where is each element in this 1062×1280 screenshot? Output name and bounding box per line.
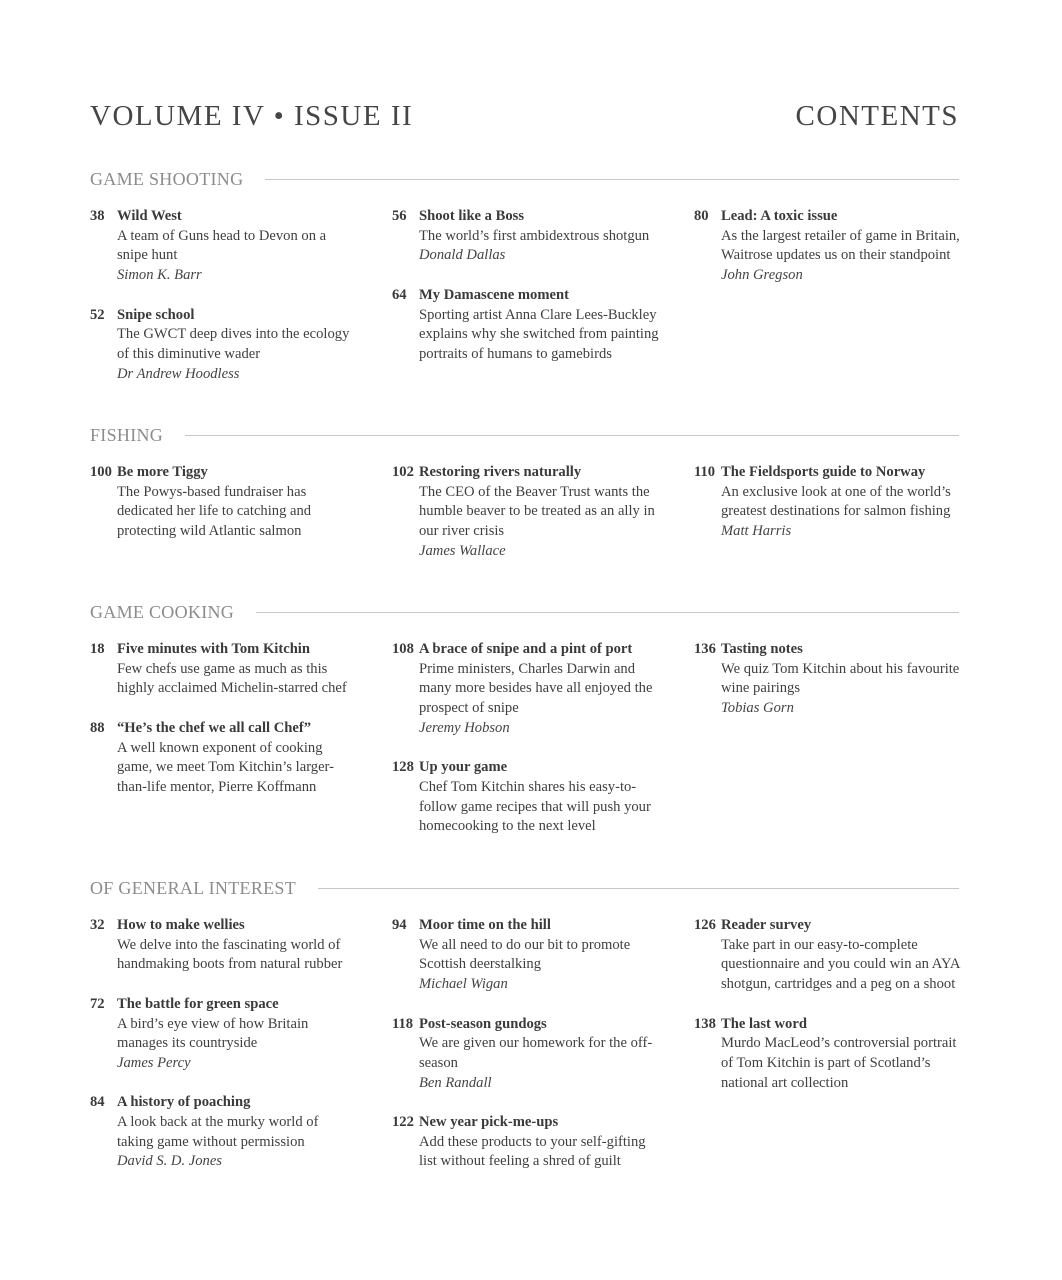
article-description: We are given our homework for the off-season xyxy=(419,1035,653,1071)
entry-body xyxy=(419,640,660,739)
entry-body xyxy=(117,995,358,1074)
article-title: Tasting notes xyxy=(721,641,803,657)
article-description: We all need to do our bit to promote Scottish deerstalking xyxy=(419,936,631,973)
entry-body xyxy=(419,286,660,365)
article-title: Be more Tiggy xyxy=(117,464,208,480)
section-heading xyxy=(90,601,959,623)
article-author: Tobias Gorn xyxy=(721,700,794,717)
contents-title: CONTENTS xyxy=(795,100,959,132)
contents-entry[interactable] xyxy=(392,1015,660,1094)
column-1 xyxy=(90,207,358,404)
article-description: An exclusive look at one of the world’s greatest destinations for salmon fishing xyxy=(721,483,951,520)
article-title: Lead: A toxic issue xyxy=(721,208,838,224)
article-title: Five minutes with Tom Kitchin xyxy=(117,641,310,657)
page-number: 32 xyxy=(90,917,105,933)
entry-body xyxy=(419,758,660,837)
contents-entry[interactable] xyxy=(392,207,660,266)
column-2 xyxy=(392,463,660,581)
section-divider xyxy=(318,888,959,889)
page-number: 18 xyxy=(90,641,105,657)
article-author: Jeremy Hobson xyxy=(419,719,510,736)
article-author: Michael Wigan xyxy=(419,976,508,993)
section-heading xyxy=(90,877,959,899)
page-number: 84 xyxy=(90,1094,105,1111)
contents-entry[interactable] xyxy=(392,286,660,365)
article-author: James Wallace xyxy=(419,542,506,559)
contents-entry[interactable] xyxy=(392,916,660,995)
contents-entry[interactable] xyxy=(90,719,358,798)
section-divider xyxy=(185,435,959,436)
page-number: 64 xyxy=(392,286,407,303)
article-description: Sporting artist Anna Clare Lees-Buckley explains why she switched from painting portraits of humans to gamebirds xyxy=(419,306,659,362)
contents-entry[interactable] xyxy=(90,463,358,542)
page-number: 38 xyxy=(90,208,105,224)
column-2 xyxy=(392,916,660,1192)
article-title: Shoot like a Boss xyxy=(419,208,525,224)
contents-entry[interactable] xyxy=(694,1015,962,1094)
page-number: 72 xyxy=(90,995,105,1012)
page-number: 108 xyxy=(392,641,414,657)
entry-body xyxy=(117,306,358,385)
section-game-cooking xyxy=(90,601,960,835)
column-3 xyxy=(694,640,962,739)
contents-entry[interactable] xyxy=(392,463,660,562)
entry-body xyxy=(117,640,358,699)
article-description: A bird’s eye view of how Britain manages its countryside xyxy=(117,1015,309,1052)
article-description: As the largest retailer of game in Britain, Waitrose updates us on their standpoint xyxy=(721,227,960,264)
contents-entry[interactable] xyxy=(694,207,962,286)
article-description: Prime ministers, Charles Darwin and many more besides have all enjoyed the prospect of snipe xyxy=(419,660,653,717)
page-number: 128 xyxy=(392,759,414,776)
article-author: Donald Dallas xyxy=(419,247,506,264)
masthead xyxy=(90,100,959,133)
contents-entry[interactable] xyxy=(392,640,660,739)
entry-body xyxy=(419,1015,660,1094)
entry-body xyxy=(721,463,962,542)
page-number: 52 xyxy=(90,306,105,323)
page-number: 94 xyxy=(392,917,407,933)
article-title: Reader survey xyxy=(721,917,812,933)
section-heading xyxy=(90,168,959,190)
section-heading-label: FISHING xyxy=(90,424,164,445)
article-description: The Powys-based fundraiser has dedicated her life to catching and protecting wild Atlantic salmon xyxy=(117,483,312,540)
article-author: Dr Andrew Hoodless xyxy=(117,365,240,382)
entry-body xyxy=(117,1093,358,1172)
column-3 xyxy=(694,916,962,1113)
article-author: John Gregson xyxy=(721,267,803,284)
article-description: Chef Tom Kitchin shares his easy-to-follow game recipes that will push your homecooking to the next level xyxy=(419,778,651,835)
contents-entry[interactable] xyxy=(694,640,962,719)
article-description: We delve into the fascinating world of handmaking boots from natural rubber xyxy=(117,936,343,973)
page-number: 138 xyxy=(694,1015,716,1032)
contents-entry[interactable] xyxy=(90,1093,358,1172)
page-number: 118 xyxy=(392,1015,414,1032)
article-title: The battle for green space xyxy=(117,995,279,1012)
article-title: A history of poaching xyxy=(117,1094,251,1111)
section-heading-label: OF GENERAL INTEREST xyxy=(90,877,297,898)
column-3 xyxy=(694,207,962,306)
article-description: Take part in our easy-to-complete questionnaire and you could win an AYA shotgun, cartridges and a peg on a shoot xyxy=(721,936,960,993)
contents-entry[interactable] xyxy=(392,758,660,837)
entry-body xyxy=(419,463,660,562)
page-number: 88 xyxy=(90,719,105,736)
section-heading-label: GAME SHOOTING xyxy=(90,168,244,189)
entry-body xyxy=(117,207,358,286)
page-number: 122 xyxy=(392,1114,414,1130)
contents-entry[interactable] xyxy=(90,207,358,286)
article-title: Wild West xyxy=(117,208,182,224)
article-title: Restoring rivers naturally xyxy=(419,464,582,480)
entry-body xyxy=(721,207,962,286)
article-title: A brace of snipe and a pint of port xyxy=(419,641,633,657)
contents-entry[interactable] xyxy=(694,463,962,542)
entry-body xyxy=(721,640,962,719)
entry-body xyxy=(117,719,358,798)
article-description: Add these products to your self-gifting list without feeling a shred of guilt xyxy=(419,1133,646,1170)
entry-body xyxy=(117,463,358,542)
article-title: Moor time on the hill xyxy=(419,917,551,933)
page-number: 136 xyxy=(694,641,716,657)
page-number: 102 xyxy=(392,464,414,480)
contents-entry[interactable] xyxy=(90,306,358,385)
article-title: The last word xyxy=(721,1015,807,1032)
entry-body xyxy=(721,916,962,995)
entry-body xyxy=(419,1113,660,1172)
article-title: Post-season gundogs xyxy=(419,1015,547,1032)
article-author: Simon K. Barr xyxy=(117,267,202,284)
section-divider xyxy=(256,612,959,613)
entry-body xyxy=(721,1015,962,1094)
contents-entry[interactable] xyxy=(90,916,358,975)
article-description: Few chefs use game as much as this highly acclaimed Michelin-starred chef xyxy=(117,660,347,697)
column-1 xyxy=(90,640,358,817)
entry-body xyxy=(419,916,660,995)
column-1 xyxy=(90,916,358,1192)
column-3 xyxy=(694,463,962,562)
article-description: Murdo MacLeod’s controversial portrait of Tom Kitchin is part of Scotland’s national art collection xyxy=(721,1035,957,1091)
section-fishing xyxy=(90,424,959,559)
article-title: “He’s the chef we all call Chef” xyxy=(117,719,311,736)
article-description: A look back at the murky world of taking game without permission xyxy=(117,1114,319,1150)
article-description: We quiz Tom Kitchin about his favourite wine pairings xyxy=(721,660,960,697)
article-description: The CEO of the Beaver Trust wants the humble beaver to be treated as an ally in our river crisis xyxy=(419,483,655,540)
article-description: A team of Guns head to Devon on a snipe hunt xyxy=(117,227,327,264)
article-title: New year pick-me-ups xyxy=(419,1114,559,1130)
entry-body xyxy=(117,916,358,975)
contents-entry[interactable] xyxy=(694,916,962,995)
article-description: The world’s first ambidextrous shotgun xyxy=(419,227,650,244)
page-number: 100 xyxy=(90,464,112,480)
page-number: 126 xyxy=(694,917,716,933)
article-author: James Percy xyxy=(117,1054,191,1071)
contents-entry[interactable] xyxy=(392,1113,660,1172)
article-title: Up your game xyxy=(419,759,508,776)
page-number: 110 xyxy=(694,464,716,480)
section-heading-label: GAME COOKING xyxy=(90,601,235,622)
entry-body xyxy=(419,207,660,266)
article-description: The GWCT deep dives into the ecology of this diminutive wader xyxy=(117,326,350,362)
article-description: A well known exponent of cooking game, we meet Tom Kitchin’s larger-than-life mentor, Pierre Koffmann xyxy=(117,739,334,795)
page-number: 80 xyxy=(694,208,709,224)
section-heading xyxy=(90,424,959,446)
section-of-general-interest xyxy=(90,877,960,1170)
section-divider xyxy=(265,179,959,180)
volume-issue-title: VOLUME IV • ISSUE II xyxy=(90,100,414,132)
contents-entry[interactable] xyxy=(90,995,358,1074)
contents-entry[interactable] xyxy=(90,640,358,699)
page-number: 56 xyxy=(392,208,407,224)
article-author: Matt Harris xyxy=(721,523,792,540)
article-author: David S. D. Jones xyxy=(117,1153,222,1170)
column-2 xyxy=(392,207,660,384)
section-game-shooting xyxy=(90,168,960,382)
article-title: How to make wellies xyxy=(117,917,245,933)
column-2 xyxy=(392,640,660,857)
article-title: My Damascene moment xyxy=(419,286,569,303)
article-title: Snipe school xyxy=(117,306,195,323)
article-author: Ben Randall xyxy=(419,1074,492,1091)
article-title: The Fieldsports guide to Norway xyxy=(721,464,926,480)
column-1 xyxy=(90,463,358,562)
